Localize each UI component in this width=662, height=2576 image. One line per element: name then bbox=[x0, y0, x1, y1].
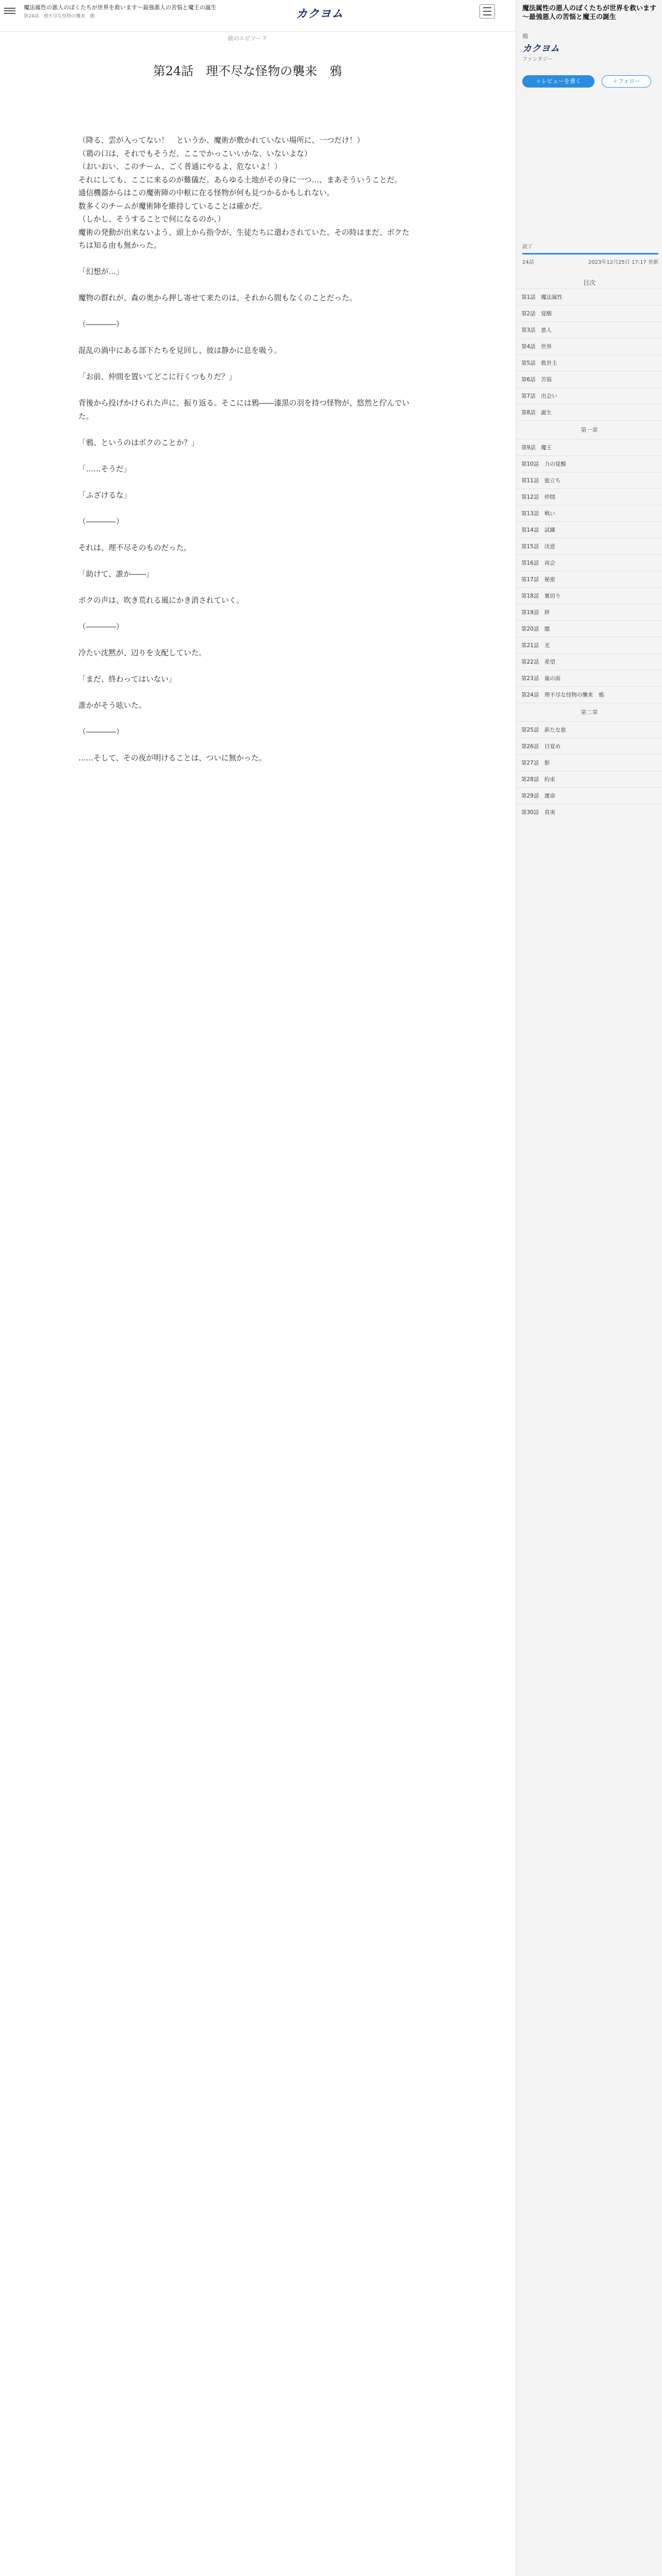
sidebar bbox=[516, 0, 662, 2576]
sidebar-logo: カクヨム bbox=[522, 43, 559, 54]
toc-section: 第二章 bbox=[516, 703, 662, 721]
chapter-body: （降る、雲が入ってない！ というか、魔術が敷かれていない場所に、一つだけ！） （鶏の口は、それでもそうだ、ここでかっこいいかな、いないよな） （おいおい、このチーム、ごく普通にやるよ、危ないよ！） それにしても、ここに来るのが難儀だ。あらゆる土地がその身に一つ…、まあそういうことだ。 通信機器からはこの魔術陣の中枢に在る怪物が何も見つかるかもしれない。 数多くのチームが魔術陣を維持していることは確かだ。 （しかし、そうすることで何になるのか、） 魔術の発動が出来ないよう、頭上から指令が、生徒たちに遣わされていた。その時はまだ、ボクたちは知る由も無かった。 「幻想が…」 魔物の群れが、森の奥から押し寄せて来たのは、それから間もなくのことだった。 （――――） 混乱の渦中にある部下たちを見回し、彼は静かに息を吸う。 「お前、仲間を置いてどこに行くつもりだ？」 背後から投げかけられた声に、振り返る。そこには鴉――漆黒の羽を持つ怪物が、悠然と佇んでいた。 「鴉、というのはボクのことか？」 「……そうだ」 「ふざけるな」 （――――） それは、理不尽そのものだった。 「助けて、誰か――」 ボクの声は、吹き荒れる風にかき消されていく。 （――――） 冷たい沈黙が、辺りを支配していた。 「まだ、終わってはいない」 誰かがそう呟いた。 （――――） ……そして、その夜が明けることは、ついに無かった。 bbox=[78, 136, 410, 762]
progress-bar bbox=[522, 253, 658, 255]
chapter-title: 第24話 理不尽な怪物の襲来 鴉 bbox=[153, 64, 342, 78]
toc-item[interactable]: 第20話 闇 bbox=[516, 620, 662, 637]
toc-list bbox=[516, 289, 662, 820]
toc-item[interactable]: 第6話 苦悩 bbox=[516, 371, 662, 387]
site-logo-text: カクヨム bbox=[295, 8, 343, 21]
site-logo[interactable] bbox=[289, 5, 351, 21]
toc-item[interactable]: 第24話 理不尽な怪物の襲来 鴉 bbox=[516, 686, 662, 703]
episode-subtitle: 第24話 理不尽な怪物の襲来 鴉 bbox=[24, 14, 95, 19]
prev-episode-link[interactable]: 前のエピソード bbox=[227, 35, 268, 42]
toc-item[interactable]: 第21話 光 bbox=[516, 637, 662, 653]
toc-item[interactable]: 第25話 新たな旅 bbox=[516, 721, 662, 738]
toc-item[interactable]: 第7話 出会い bbox=[516, 387, 662, 404]
toc-item[interactable]: 第9話 魔王 bbox=[516, 439, 662, 455]
toc-item[interactable]: 第15話 決意 bbox=[516, 538, 662, 554]
toc-item[interactable]: 第11話 旅立ち bbox=[516, 472, 662, 488]
toc-item[interactable]: 第13話 戦い bbox=[516, 505, 662, 521]
updated-date: 2023年12月25日 17:17 更新 bbox=[588, 260, 658, 265]
toc-item[interactable]: 第10話 力の覚醒 bbox=[516, 455, 662, 472]
toc-item[interactable]: 第23話 嵐の前 bbox=[516, 670, 662, 686]
toc-item[interactable]: 第19話 絆 bbox=[516, 604, 662, 620]
follow-button[interactable]: ＋フォロー bbox=[602, 75, 651, 88]
toc-item[interactable]: 第14話 試練 bbox=[516, 521, 662, 538]
toc-heading: 目次 bbox=[583, 279, 595, 286]
sidebar-work-title[interactable]: 魔法属性の悪人のぼくたちが世界を救います～最強悪人の苦悩と魔王の誕生 bbox=[522, 5, 657, 21]
toc-item[interactable]: 第27話 影 bbox=[516, 754, 662, 771]
toc-item[interactable]: 第2話 覚醒 bbox=[516, 305, 662, 321]
review-button[interactable]: ＋レビューを書く bbox=[522, 75, 594, 88]
menu-icon[interactable] bbox=[4, 6, 15, 18]
episode-count: 24話 bbox=[522, 260, 534, 265]
toc-item[interactable]: 第16話 再会 bbox=[516, 554, 662, 571]
progress-bar-fill bbox=[522, 253, 658, 255]
toc-item[interactable]: 第1話 魔法属性 bbox=[516, 289, 662, 305]
toc-section: 第一章 bbox=[516, 420, 662, 439]
hamburger-icon[interactable] bbox=[479, 4, 495, 19]
toc-item[interactable]: 第8話 誕生 bbox=[516, 404, 662, 420]
toc-item[interactable]: 第4話 世界 bbox=[516, 338, 662, 354]
toc-item[interactable]: 第30話 真実 bbox=[516, 804, 662, 820]
sidebar-genre: ファンタジー bbox=[522, 57, 553, 62]
reading-progress bbox=[522, 242, 658, 265]
toc-item[interactable]: 第5話 救世主 bbox=[516, 354, 662, 371]
toc-item[interactable]: 第18話 裏切り bbox=[516, 587, 662, 604]
toc-item[interactable]: 第3話 悪人 bbox=[516, 321, 662, 338]
toc-item[interactable]: 第12話 仲間 bbox=[516, 488, 662, 505]
toc-item[interactable]: 第17話 秘密 bbox=[516, 571, 662, 587]
toc-item[interactable]: 第29話 運命 bbox=[516, 787, 662, 804]
toc-item[interactable]: 第22話 希望 bbox=[516, 653, 662, 670]
progress-label: 読了 bbox=[522, 244, 533, 250]
toc-item[interactable]: 第26話 目覚め bbox=[516, 738, 662, 754]
work-title[interactable]: 魔法属性の悪人のぼくたちが世界を救います～最強悪人の苦悩と魔王の誕生 bbox=[24, 4, 217, 11]
toc-item[interactable]: 第28話 約束 bbox=[516, 771, 662, 787]
sidebar-author[interactable]: 鴉 bbox=[522, 33, 528, 40]
